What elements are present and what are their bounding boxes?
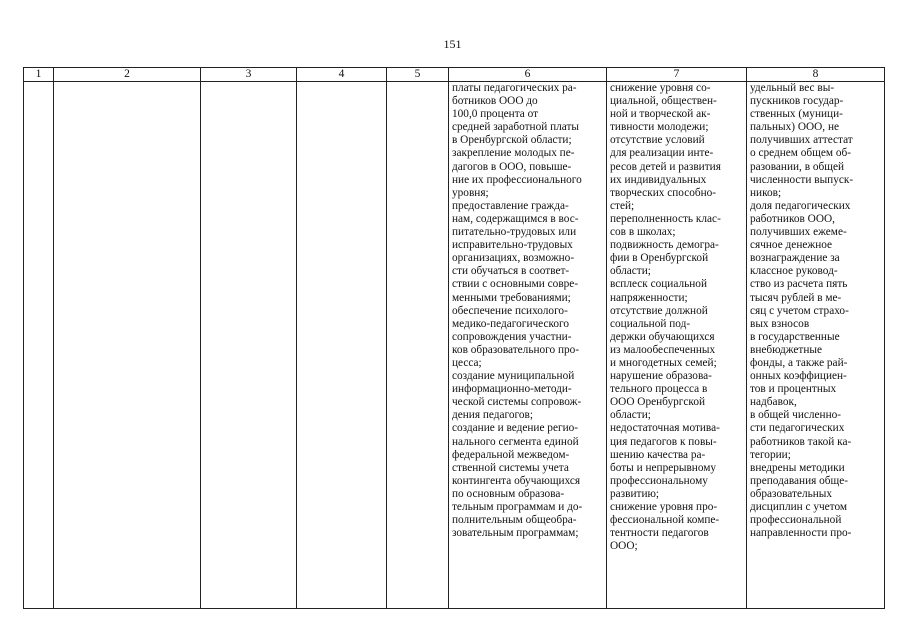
document-table: [23, 67, 885, 609]
cell-col-3: [201, 82, 297, 609]
header-cell-5: 5: [387, 68, 449, 82]
cell-col-6-measures: платы педагогических ра- ботников ООО до 100,0 процента от средней заработной платы в Оренбургской области; закрепление молодых пе- дагогов в ООО, повыше- ние их профессионального уровня; предоставление гражда- нам, содержащимся в вос- питательно-трудовых или исправительно-трудовых организациях, возможно- сти обучаться в соответ- ствии с основными совре- менными требованиями; обеспечение психолого- медико-педагогического сопровождения участни- ков образовательного про- цесса; создание муниципальной информационно-методи- ческой системы сопровож- дения педагогов; создание и ведение регио- нального сегмента единой федеральной межведом- ственной системы учета контингента обучающихся по основным образова- тельным программам и до- полнительным общеобра- зовательным программам;: [449, 82, 607, 609]
header-cell-6: 6: [449, 68, 607, 82]
table-header-row: [24, 68, 885, 82]
header-cell-7: 7: [607, 68, 747, 82]
page-number: 151: [443, 37, 462, 51]
cell-col-4: [297, 82, 387, 609]
header-cell-4: 4: [297, 68, 387, 82]
table-row: [24, 82, 885, 609]
cell-col-7-risks: снижение уровня со- циальной, обществен- ной и творческой ак- тивности молодежи; отсутствие условий для реализации инте- ресов детей и развития их индивидуальных творческих способно- стей; переполненность клас- сов в школах; подвижность демогра- фии в Оренбургской области; всплеск социальной напряженности; отсутствие должной социальной под- держки обучающихся из малообеспеченных и многодетных семей; нарушение образова- тельного процесса в ООО Оренбургской области; недостаточная мотива- ция педагогов к повы- шению качества ра- боты и непрерывному профессиональному развитию; снижение уровня про- фессиональной компе- тентности педагогов ООО;: [607, 82, 747, 609]
cell-col-2: [54, 82, 201, 609]
cell-col-1: [24, 82, 54, 609]
cell-col-8-indicators: удельный вес вы- пускников государ- ственных (муници- пальных) ООО, не получивших аттестат о среднем общем об- разовании, в общей численности выпуск- ников; доля педагогических работников ООО, получивших ежеме- сячное денежное вознаграждение за классное руковод- ство из расчета пять тысяч рублей в ме- сяц с учетом страхо- вых взносов в государственные внебюджетные фонды, а также рай- онных коэффициен- тов и процентных надбавок, в общей численно- сти педагогических работников такой ка- тегории; внедрены методики преподавания обще- образовательных дисциплин с учетом профессиональной направленности про-: [747, 82, 885, 609]
header-cell-2: 2: [54, 68, 201, 82]
header-cell-1: 1: [24, 68, 54, 82]
header-cell-3: 3: [201, 68, 297, 82]
header-cell-8: 8: [747, 68, 885, 82]
cell-col-5: [387, 82, 449, 609]
